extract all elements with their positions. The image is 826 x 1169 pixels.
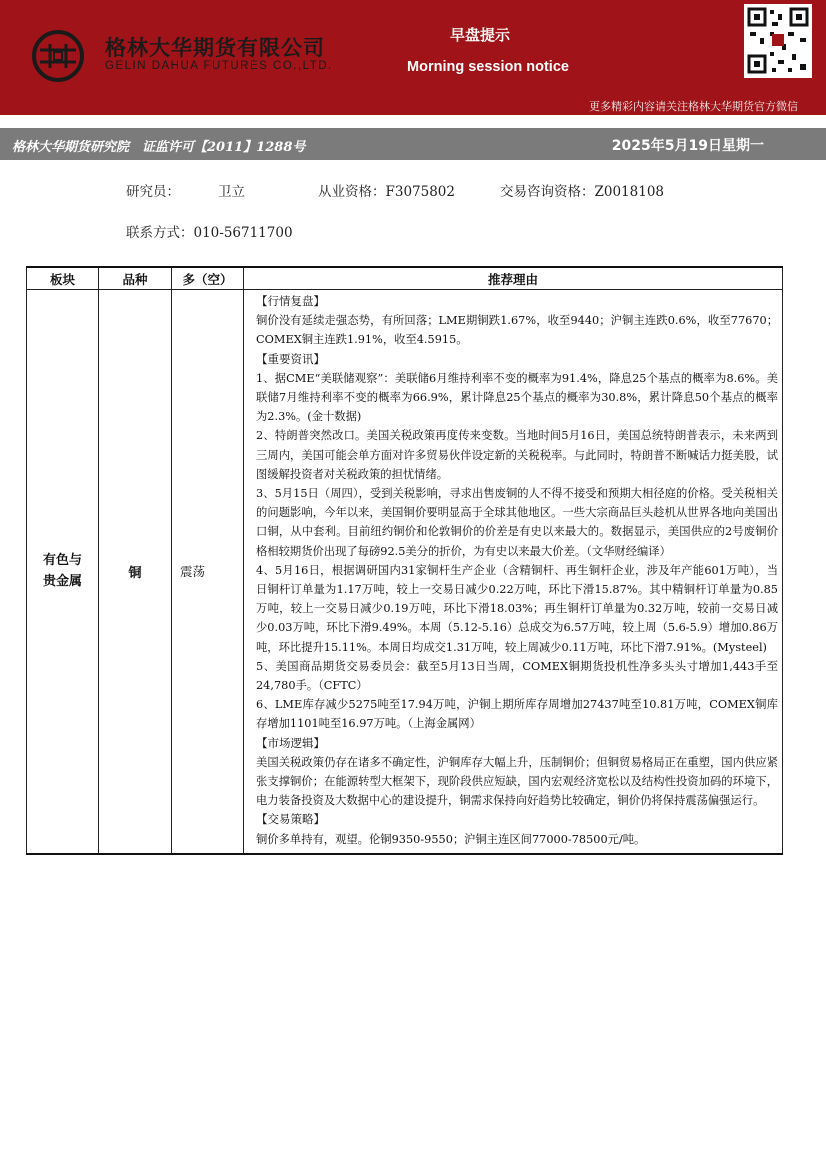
- section-paragraph: 3、5月15日（周四），受到关税影响，寻求出售废铜的人不得不接受和预期大相径庭的价格。受关税相关的问题影响，今年以来，美国铜价要明显高于全球其他地区。一些大宗商品巨头趁机从世界各地向美国出口铜，从中套利。目前纽约铜价和伦敦铜价的价差是有史以来最大的。数据显示，美国供应的2号废铜价格相较期货价出现了每磅92.5美分的折价，为有史以来最大价差。（文华财经编译）: [256, 487, 778, 558]
- header-direction: 多（空）: [172, 267, 244, 290]
- company-name-cn: 格林大华期货有限公司: [105, 36, 325, 60]
- consulting-qualification: 交易咨询资格：Z0018108: [500, 184, 665, 200]
- company-name-en: GELIN DAHUA FUTURES CO.,LTD.: [105, 60, 333, 72]
- header-sector: 板块: [27, 267, 99, 290]
- sector-cell: [27, 290, 99, 854]
- reason-cell: [244, 290, 783, 854]
- wechat-hint: 更多精彩内容请关注格林大华期货官方微信: [589, 100, 798, 113]
- doc-title-en: Morning session notice: [407, 59, 569, 75]
- section-title: 【行情复盘】: [256, 294, 325, 308]
- header-variety: 品种: [99, 267, 172, 290]
- section-title: 【市场逻辑】: [256, 735, 325, 750]
- contact-info: 联系方式：010-56711700: [126, 225, 293, 241]
- section-paragraph: 2、特朗普突然改口。美国关税政策再度传来变数。当地时间5月16日，美国总统特朗普表示，未来两到三周内，美国可能会单方面对许多贸易伙伴设定新的关税税率。与此同时，特朗普不断喊话力挺美股，试图缓解投资者对关税政策的担忧情绪。: [256, 429, 778, 481]
- direction-cell: 震荡: [172, 290, 244, 854]
- section-paragraph: 4、5月16日，根据调研国内31家铜杆生产企业（含精铜杆、再生铜杆企业，涉及年产能601万吨），当日铜杆订单量为1.17万吨，较上一交易日减少0.22万吨，环比下滑15.87%。其中精铜杆订单量为0.85万吨，较上一交易日减少0.19万吨，环比下滑18.03%；再生铜杆订单量为0.32万吨，较前一交易日减少0.03万吨，环比下滑9.49%。本周（5.12-5.16）总成交为6.57万吨，较上周（5.6-5.9）增加0.86万吨，环比提升15.11%。本周日均成交1.31万吨，较上周减少0.11万吨，环比下滑7.91%。(Mysteel): [256, 563, 778, 654]
- section-paragraph: 铜价没有延续走强态势，有所回落；LME期铜跌1.67%，收至9440；沪铜主连跌0.6%，收至77670；COMEX铜主连跌1.91%，收至4.5915。: [256, 314, 778, 347]
- institute-license: 格林大华期货研究院 证监许可【2011】1288号: [12, 140, 306, 155]
- table-header-row: [27, 267, 783, 290]
- section-paragraph: 铜价多单持有，观望。伦铜9350-9550；沪铜主连区间77000-78500元/吨。: [256, 832, 646, 846]
- header-reason: 推荐理由: [244, 267, 783, 290]
- section-paragraph: 1、据CME“美联储观察”：美联储6月维持利率不变的概率为91.4%，降息25个基点的概率为8.6%。美联储7月维持利率不变的概率为66.9%，累计降息25个基点的概率为30.8%，累计降息50个基点的概率为2.3%。(金十数据): [256, 371, 778, 424]
- doc-title-cn: 早盘提示: [449, 26, 510, 44]
- section-paragraph: 美国关税政策仍存在诸多不确定性，沪铜库存大幅上升，压制铜价；但铜贸易格局正在重塑，国内供应紧张支撑铜价；在能源转型大框架下，现阶段供应短缺，国内宏观经济宽松以及结构性投资加码的环境下，电力装备投资及大数据中心的建设提升，铜需求保持向好趋势比较确定，铜价仍将保持震荡偏强运行。: [256, 755, 778, 808]
- report-date: 2025年5月19日星期一: [611, 138, 764, 154]
- section-paragraph: 6、LME库存减少5275吨至17.94万吨，沪铜上期所库存周增加27437吨至10.81万吨，COMEX铜库存增加1101吨至16.97万吨。（上海金属网）: [256, 698, 778, 731]
- section-title: 【交易策略】: [256, 812, 325, 827]
- variety-cell: 铜: [99, 290, 172, 854]
- section-paragraph: 5、美国商品期货交易委员会：截至5月13日当周，COMEX铜期货投机性净多头头寸增加1,443手至24,780手。（CFTC）: [256, 659, 778, 693]
- researcher-label: 研究员：: [126, 184, 180, 200]
- qualification: 从业资格：F3075802: [318, 184, 455, 200]
- researcher-name: 卫立: [218, 184, 245, 200]
- company-logo-icon: [32, 30, 84, 82]
- recommendation-table: [26, 266, 783, 855]
- qr-code-icon: [744, 4, 812, 78]
- section-title: 【重要资讯】: [256, 351, 325, 366]
- table-row: [27, 290, 783, 854]
- sector-value: 有色与贵金属: [42, 553, 82, 590]
